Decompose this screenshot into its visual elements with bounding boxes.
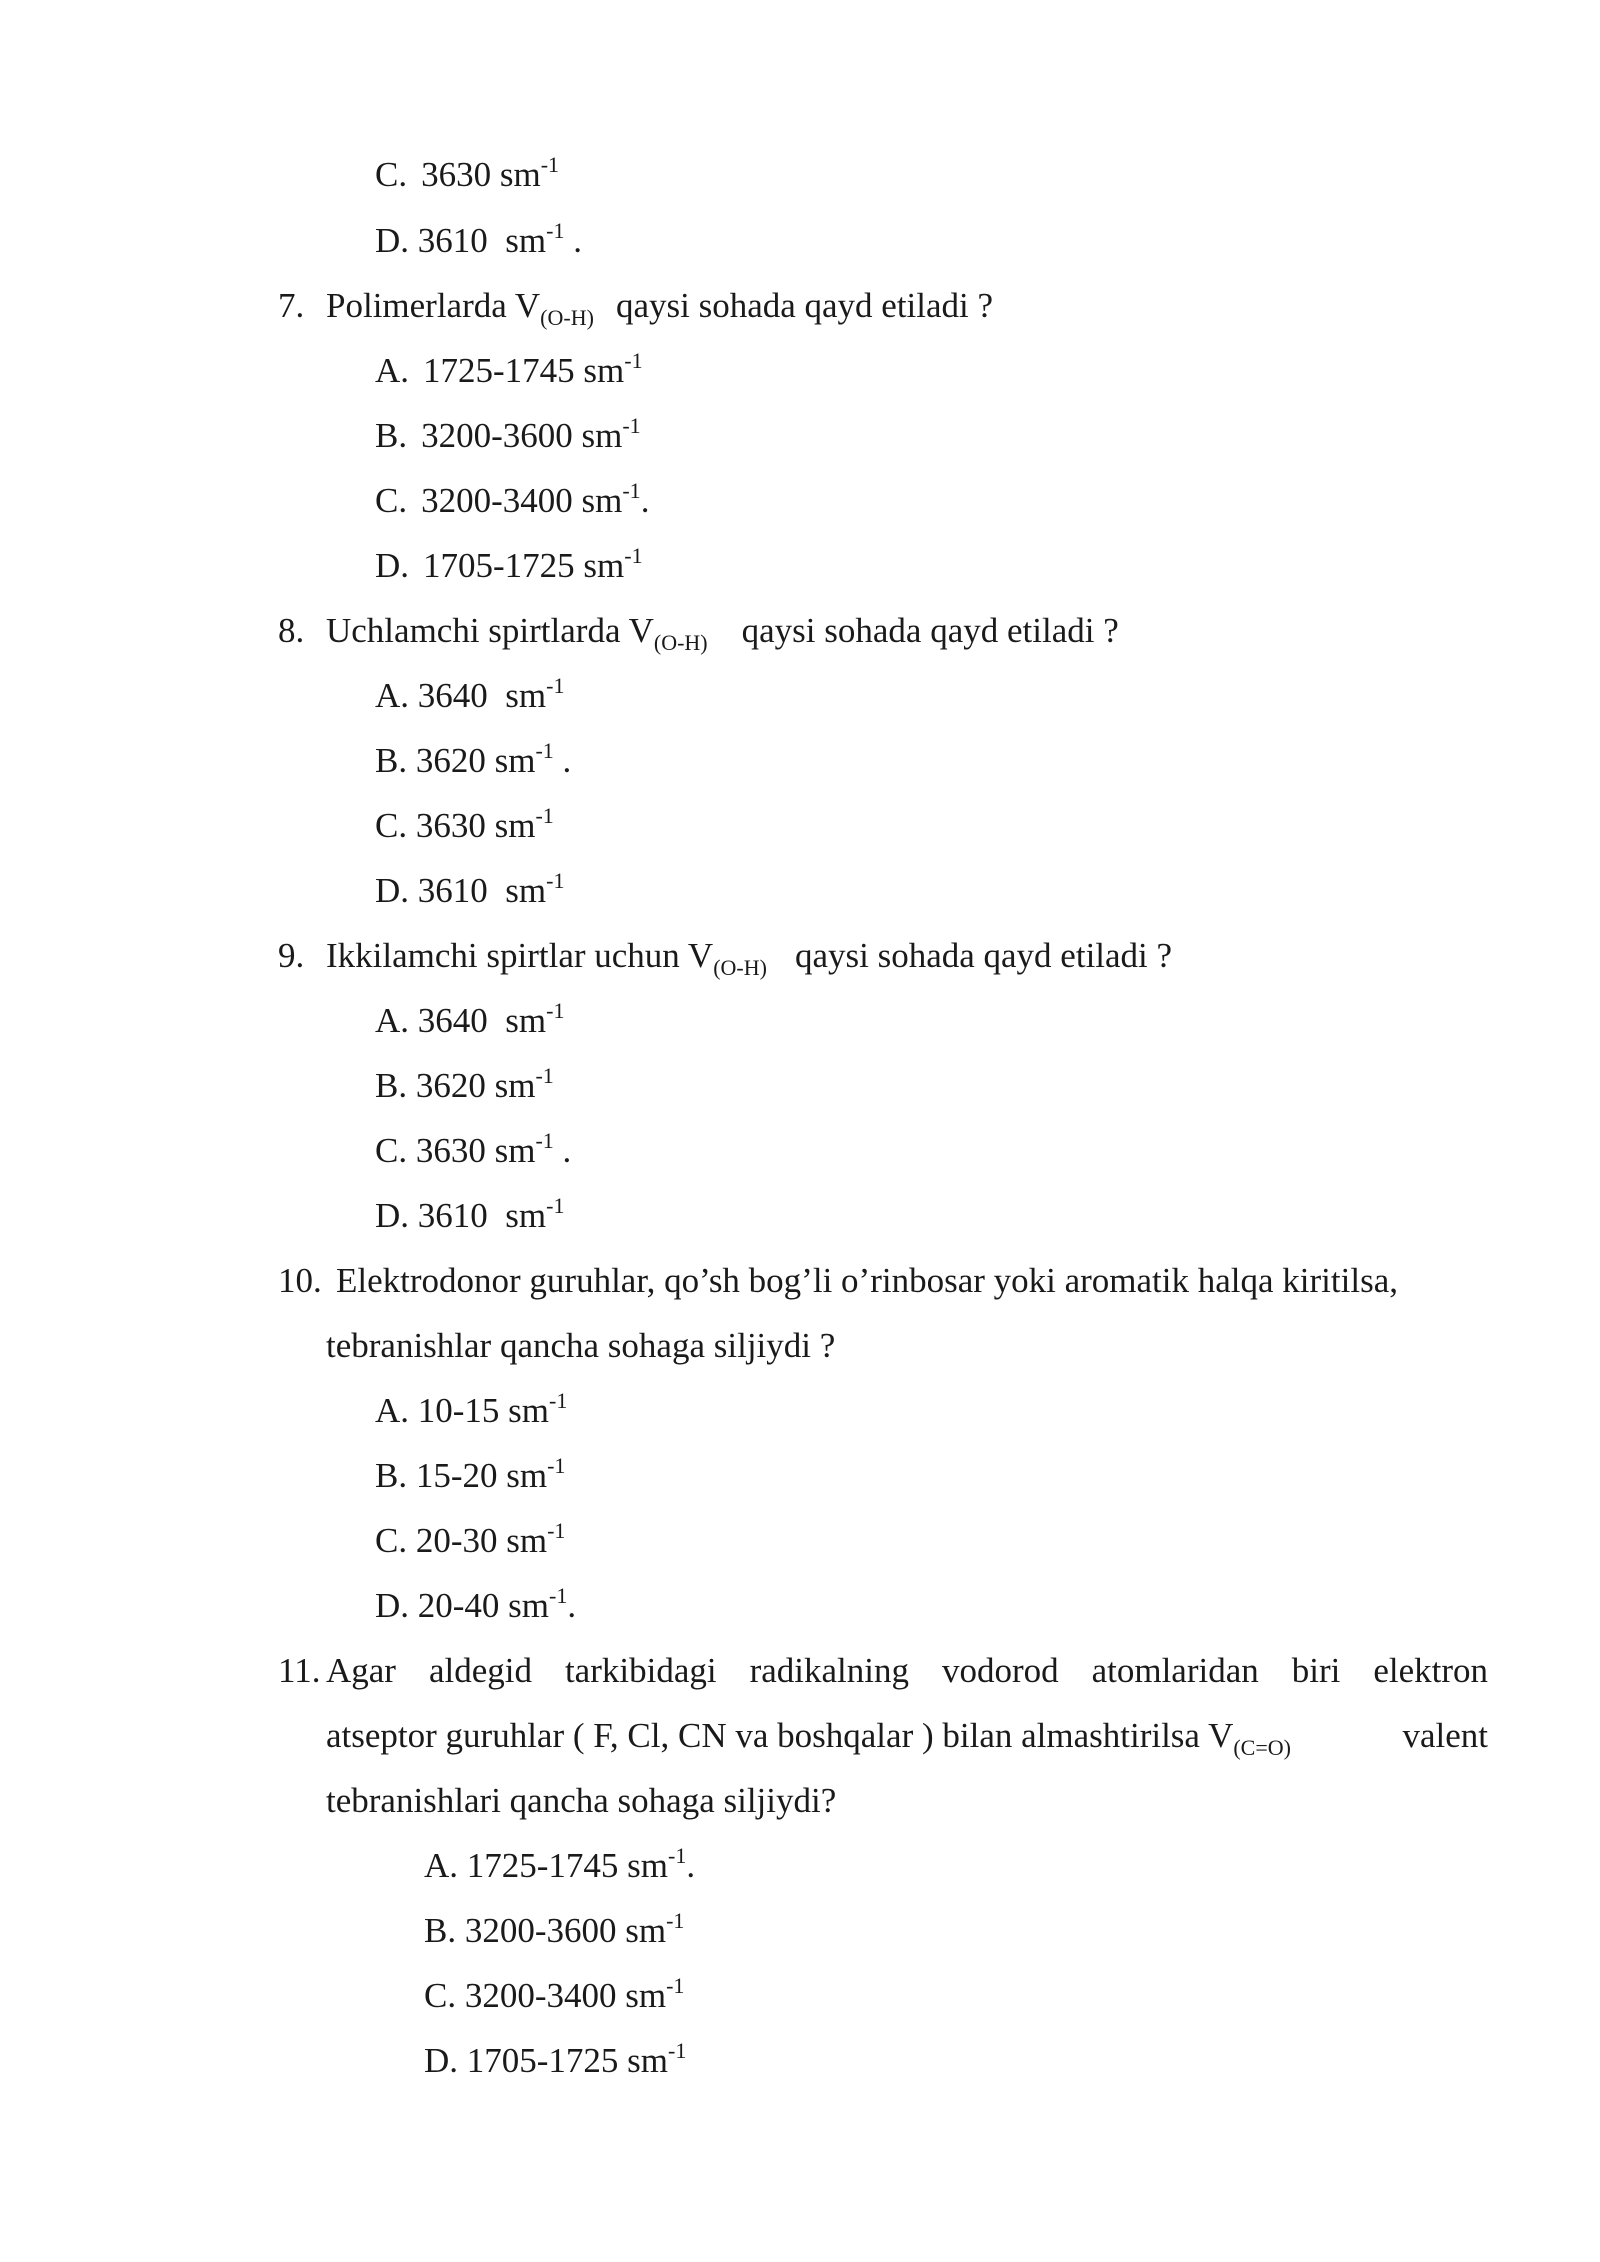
option-superscript: -1 [540, 152, 560, 177]
q7-option-b: B. 3200-3600 $sm^{-1}$ [375, 413, 641, 455]
option-value: 20-40 sm [417, 1586, 550, 1625]
option-superscript: -1 [546, 218, 565, 243]
q11-question-line2: atseptor guruhlar ( F, Cl, CN va boshqalar ) bilan almashtirilsa $V_{(C=O)}$ valent [326, 1716, 1488, 1760]
option-value: 3620 sm [415, 1066, 536, 1105]
q7-option-a: A. 1725-1745 $sm^{-1}$ [375, 348, 643, 390]
option-value: 20-30 sm [415, 1521, 548, 1560]
option-letter: B. [375, 416, 408, 455]
q9-option-d: D. 3610 $sm^{-1}$ [375, 1193, 565, 1235]
q8-option-d: D. 3610 $sm^{-1}$ [375, 868, 565, 910]
q7-option-d: D. 1705-1725 $sm^{-1}$ [375, 543, 643, 585]
q8-option-b: B. 3620 $sm^{-1}$ . [375, 738, 572, 780]
q9-option-b: B. 3620 $sm^{-1}$ [375, 1063, 554, 1105]
option-letter: C. [375, 1521, 408, 1560]
option-value: 3200-3400 sm [464, 1976, 667, 2015]
q7-question-text: Polimerlarda $V_{(O-H)}$ qaysi sohada qayd etiladi ? [326, 286, 994, 330]
option-value: 3630 sm [415, 806, 536, 845]
option-value: 1705-1725 sm [423, 546, 625, 585]
option-letter: D. [375, 221, 410, 260]
option-value: 3200-3600 sm [421, 416, 623, 455]
option-letter: D. [375, 871, 410, 910]
option-value: 3640 sm [417, 1001, 547, 1040]
q11-question-line1: Agar aldegid tarkibidagi radikalning vodorod atomlaridan biri elektron [326, 1651, 1488, 1690]
option-letter: D. [375, 1196, 410, 1235]
option-value: 3200-3600 sm [464, 1911, 667, 1950]
q11-option-d: D. 1705-1725 $sm^{-1}$ [424, 2038, 687, 2080]
option-letter: D. [375, 546, 410, 585]
q9-option-a: A. 3640 $sm^{-1}$ [375, 998, 565, 1040]
option-value: 3610 sm [417, 1196, 547, 1235]
option-value: 15-20 sm [415, 1456, 548, 1495]
option-value: 1725-1745 sm [423, 351, 625, 390]
option-letter: C. [375, 155, 408, 194]
q8-question-text: Uchlamchi spirtlarda $V_{(O-H)}$ qaysi sohada qayd etiladi ? [326, 611, 1119, 655]
q9-option-c: C. 3630 $sm^{-1}$ . [375, 1128, 572, 1170]
q8-option-a: A. 3640 $sm^{-1}$ [375, 673, 565, 715]
q10-option-c: C. 20-30 $sm^{-1}$ [375, 1518, 566, 1560]
q10-question-line1: Elektrodonor guruhlar, qo’sh bog’li o’rinbosar yoki aromatik halqa kiritilsa, [336, 1261, 1398, 1300]
q6-option-d: D. 3610 $sm^{-1}$ . [375, 218, 582, 260]
q11-option-a: A. 1725-1745 $sm^{-1}$. [424, 1843, 696, 1885]
option-value: 3630 sm [415, 1131, 536, 1170]
q7-option-c: C. 3200-3400 $sm^{-1}$. [375, 478, 650, 520]
option-letter: D. [424, 2041, 459, 2080]
option-letter: B. [424, 1911, 457, 1950]
subscript: (O-H) [653, 630, 708, 655]
q9-question-text: Ikkilamchi spirtlar uchun $V_{(O-H)}$ qaysi sohada qayd etiladi ? [326, 936, 1173, 980]
q11-question-line3: tebranishlari qancha sohaga siljiydi? [326, 1781, 837, 1820]
option-letter: A. [375, 1391, 410, 1430]
option-letter: D. [375, 1586, 410, 1625]
q10-number: 10. [278, 1261, 322, 1300]
option-value: 3640 sm [417, 676, 547, 715]
option-letter: A. [375, 351, 410, 390]
q9-number: 9. [278, 936, 305, 975]
q10-option-d: D. 20-40 $sm^{-1}$. [375, 1583, 577, 1625]
q10-question-line2: tebranishlar qancha sohaga siljiydi ? [326, 1326, 836, 1365]
option-value: 3630 sm [421, 155, 541, 194]
option-letter: C. [424, 1976, 457, 2015]
option-value: 1705-1725 sm [466, 2041, 669, 2080]
q8-option-c: C. 3630 $sm^{-1}$ [375, 803, 554, 845]
option-letter: C. [375, 806, 408, 845]
subscript: (O-H) [713, 955, 767, 980]
q8-number: 8. [278, 611, 305, 650]
option-letter: A. [375, 676, 410, 715]
option-letter: B. [375, 1066, 408, 1105]
option-value: 3200-3400 sm [421, 481, 623, 520]
option-value: 3610 sm [417, 221, 547, 260]
option-letter: A. [375, 1001, 410, 1040]
option-letter: B. [375, 741, 408, 780]
option-letter: C. [375, 481, 408, 520]
q11-option-c: C. 3200-3400 $sm^{-1}$ [424, 1973, 685, 2015]
option-letter: B. [375, 1456, 408, 1495]
option-value: 1725-1745 sm [466, 1846, 669, 1885]
subscript: (O-H) [540, 305, 594, 330]
option-value: 3610 sm [417, 871, 547, 910]
subscript: (C=O) [1233, 1735, 1291, 1760]
option-value: 10-15 sm [417, 1391, 550, 1430]
option-value: 3620 sm [415, 741, 536, 780]
q7-number: 7. [278, 286, 305, 325]
q11-option-b: B. 3200-3600 $sm^{-1}$ [424, 1908, 685, 1950]
option-letter: A. [424, 1846, 459, 1885]
q11-number: 11. [278, 1651, 321, 1690]
option-letter: C. [375, 1131, 408, 1170]
q10-option-a: A. 10-15 $sm^{-1}$ [375, 1388, 568, 1430]
q6-option-c [375, 152, 560, 199]
q10-option-b: B. 15-20 $sm^{-1}$ [375, 1453, 566, 1495]
